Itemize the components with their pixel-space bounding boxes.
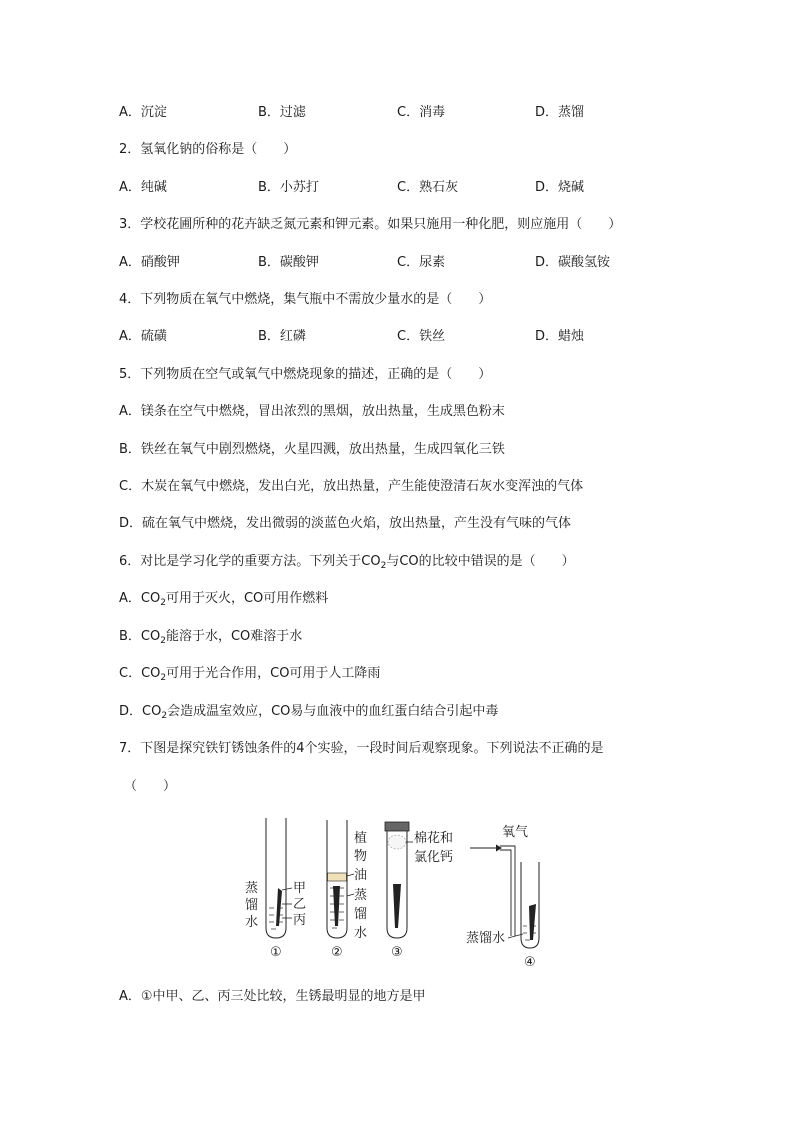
q4-option-a: A．硫磺 [119, 329, 167, 344]
q1-option-c: C．消毒 [397, 105, 446, 120]
water-dashes-4 [523, 926, 536, 940]
q4-option-c: C．铁丝 [397, 329, 446, 344]
q1-option-b: B．过滤 [258, 105, 306, 120]
q4-option-d: D．蜡烛 [535, 329, 585, 344]
q6-stem-part2: 与CO的比较中错误的是（ ） [386, 554, 575, 569]
gas-inlet-tube [500, 846, 515, 936]
q2-stem: 2．氢氧化钠的俗称是（ ） [119, 142, 297, 157]
t1-mark-yi: 乙 [293, 897, 307, 912]
q1-option-d: D．蒸馏 [535, 105, 585, 120]
t2-label-3: 油 [354, 868, 368, 883]
test-tube-3 [385, 822, 409, 938]
rubber-stopper [385, 822, 409, 831]
iron-nail-3 [393, 884, 401, 928]
q2-option-c: C．熟石灰 [397, 180, 459, 195]
q6-option-b-text: 能溶于水，CO难溶于水 [165, 629, 303, 644]
q7-stem-continuation: （ ） [124, 779, 177, 794]
t2-label-1: 植 [354, 831, 368, 846]
q7-option-a: A．①中甲、乙、丙三处比较，生锈最明显的地方是甲 [119, 989, 426, 1004]
q5-option-d: D．硫在氧气中燃烧，发出微弱的淡蓝色火焰，放出热量，产生没有气味的气体 [119, 516, 572, 531]
test-tube-4 [500, 846, 539, 948]
cotton-calcium-chloride [388, 835, 406, 849]
t2-number: ② [331, 945, 343, 960]
q2-option-a: A．纯碱 [119, 180, 167, 195]
t1-label-2: 馏 [245, 898, 259, 913]
q6-option-b-label: B．CO [119, 629, 161, 644]
test-tube-2 [327, 820, 347, 938]
q3-option-d: D．碳酸氢铵 [535, 255, 611, 270]
q6-option-a-subscript: 2 [160, 598, 166, 608]
t1-label-3: 水 [245, 915, 259, 930]
t4-number: ④ [524, 955, 536, 970]
q6-option-d-label: D．CO [119, 704, 162, 719]
test-tube-1 [266, 818, 292, 938]
q6-option-c [119, 662, 380, 681]
t3-label-1: 棉花和 [414, 831, 454, 846]
q6-option-a-label: A．CO [119, 591, 161, 606]
q6-option-d-subscript: 2 [161, 711, 168, 721]
q6-option-c-subscript: 2 [160, 673, 167, 683]
rust-experiment-figure [230, 808, 570, 978]
q6-option-c-label: C．CO [119, 666, 161, 681]
q3-option-c: C．尿素 [397, 255, 446, 270]
q1-option-a: A．沉淀 [119, 105, 167, 120]
water-dashes-1 [269, 908, 283, 929]
q6-option-a [119, 587, 328, 606]
t2-label-5: 馏 [354, 907, 368, 922]
q3-option-a: A．硝酸钾 [119, 255, 180, 270]
oil-layer [328, 873, 347, 881]
t3-number: ③ [391, 945, 403, 960]
t2-label-2: 物 [354, 849, 368, 864]
q6-option-b-subscript: 2 [160, 636, 166, 646]
q5-option-a: A．镁条在空气中燃烧，冒出浓烈的黑烟，放出热量，生成黑色粉末 [119, 404, 505, 419]
q6-stem-subscript: 2 [380, 561, 387, 571]
t1-mark-bing: 丙 [293, 913, 307, 928]
t3-label-2: 氯化钙 [414, 850, 454, 865]
q6-stem [119, 550, 575, 569]
t4-water-label: 蒸馏水 [466, 931, 506, 946]
q6-stem-part1: 6．对比是学习化学的重要方法。下列关于CO [119, 554, 381, 569]
q3-stem: 3．学校花圃所种的花卉缺乏氮元素和钾元素。如果只施用一种化肥，则应施用（ ） [119, 217, 622, 232]
q6-option-b [119, 625, 302, 644]
q6-option-d-text: 会造成温室效应，CO易与血液中的血红蛋白结合引起中毒 [167, 704, 499, 719]
q5-option-c: C．木炭在氧气中燃烧，发出白光，放出热量，产生能使澄清石灰水变浑浊的气体 [119, 479, 584, 494]
t4-gas-label: 氧气 [502, 825, 529, 840]
q7-stem: 7．下图是探究铁钉锈蚀条件的4个实验，一段时间后观察现象。下列说法不正确的是 [119, 741, 604, 756]
iron-nail-1 [276, 888, 282, 926]
q4-option-b: B．红磷 [258, 329, 306, 344]
t2-label-4: 蒸 [354, 888, 368, 903]
q6-option-c-text: 可用于光合作用，CO可用于人工降雨 [166, 666, 381, 681]
q2-option-b: B．小苏打 [258, 180, 319, 195]
t1-number: ① [270, 945, 282, 960]
q4-stem: 4．下列物质在氧气中燃烧，集气瓶中不需放少量水的是（ ） [119, 292, 492, 307]
q3-option-b: B．碳酸钾 [258, 255, 319, 270]
q6-option-a-text: 可用于灭火，CO可用作燃料 [165, 591, 329, 606]
t1-label-1: 蒸 [245, 881, 259, 896]
t2-label-6: 水 [354, 926, 368, 941]
q2-option-d: D．烧碱 [535, 180, 585, 195]
iron-nail-4 [529, 904, 536, 940]
q5-option-b: B．铁丝在氧气中剧烈燃烧，火星四溅，放出热量，生成四氧化三铁 [119, 442, 505, 457]
t1-mark-jia: 甲 [293, 881, 307, 896]
q5-stem: 5．下列物质在空气或氧气中燃烧现象的描述，正确的是（ ） [119, 367, 492, 382]
q6-option-d [119, 700, 498, 719]
